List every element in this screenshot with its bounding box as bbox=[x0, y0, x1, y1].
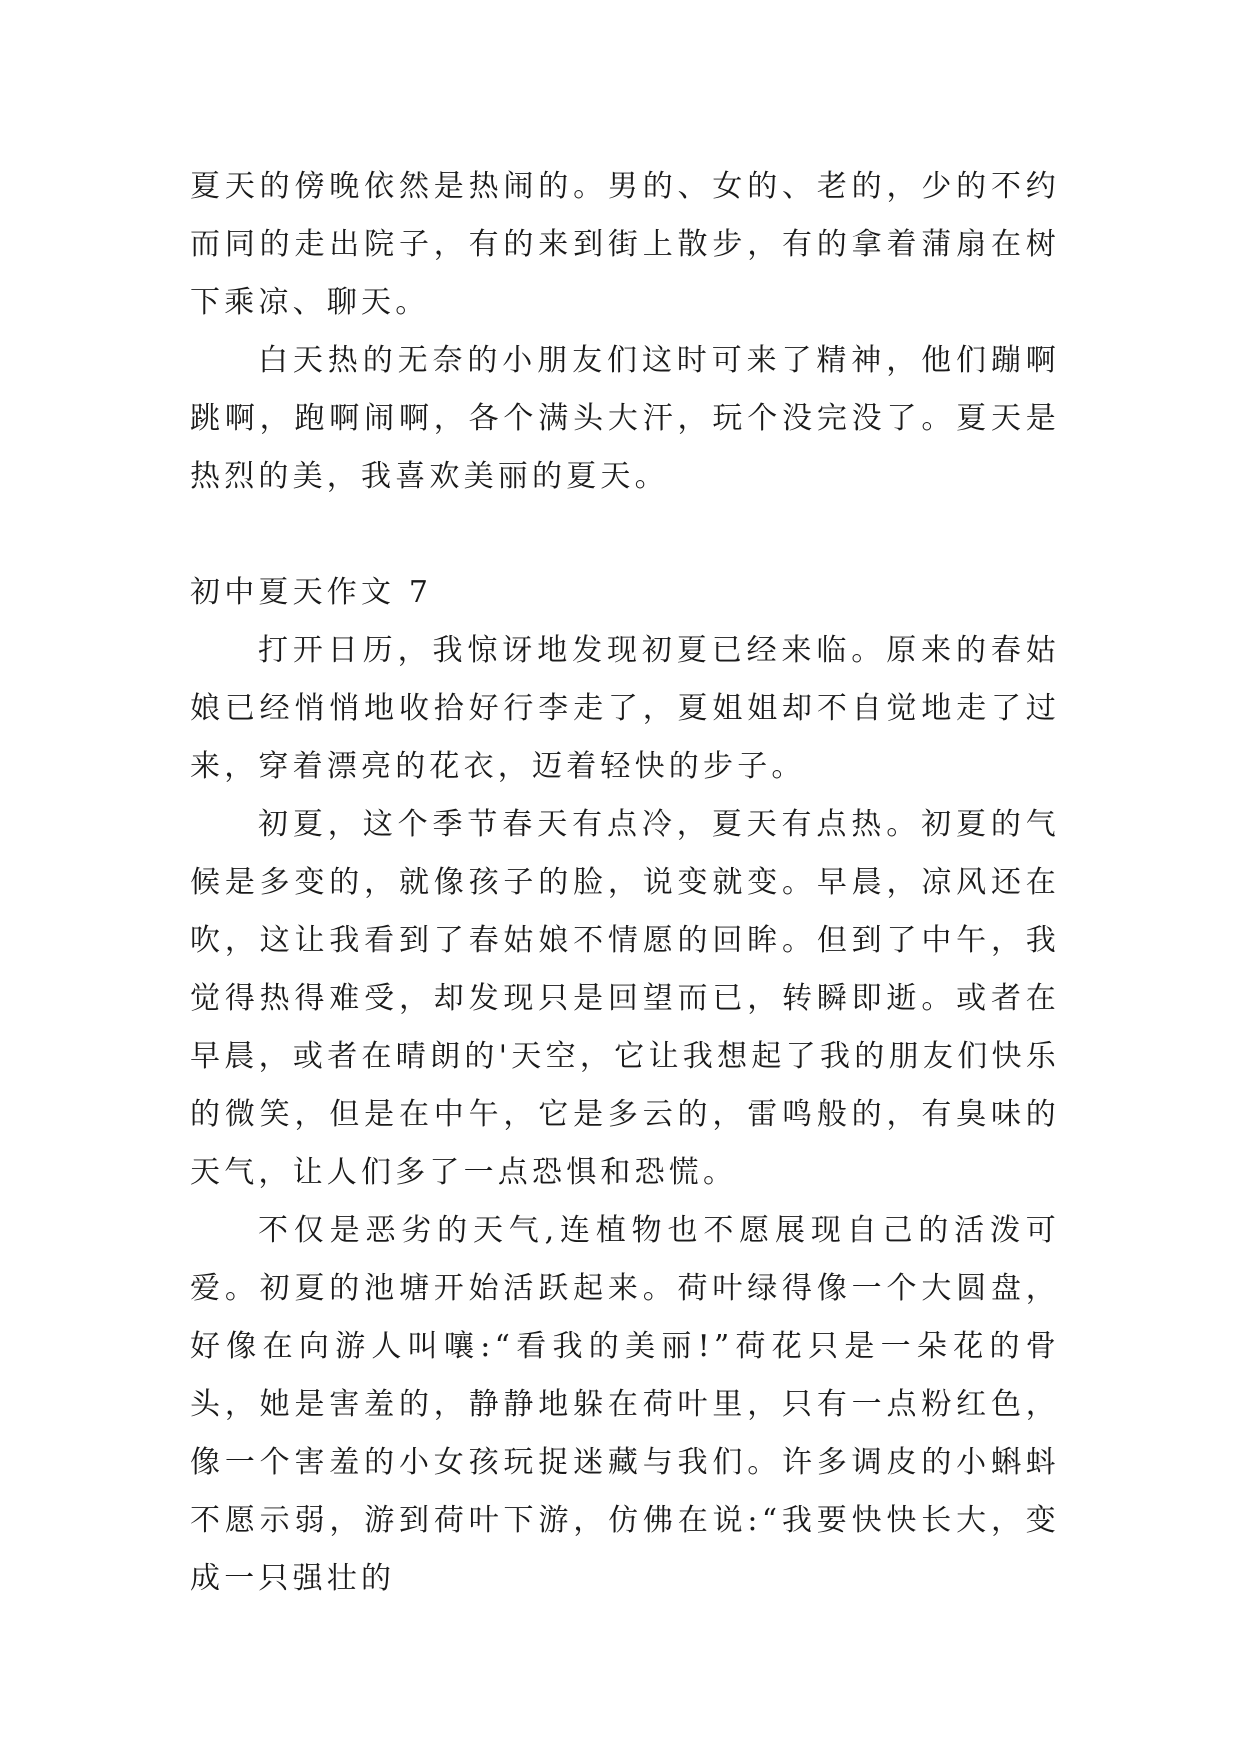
paragraph-pond: 不仅是恶劣的天气,连植物也不愿展现自己的活泼可爱。初夏的池塘开始活跃起来。荷叶绿得像一个大圆盘，好像在向游人叫嚷:“看我的美丽!”荷花只是一朵花的骨头，她是害羞的，静静地躲在荷叶里，只有一点粉红色，像一个害羞的小女孩玩捉迷藏与我们。许多调皮的小蝌蚪不愿示弱，游到荷叶下游，仿佛在说:“我要快快长大，变成一只强壮的 bbox=[190, 1213, 1060, 1596]
paragraph-early-summer: 初夏，这个季节春天有点冷，夏天有点热。初夏的气候是多变的，就像孩子的脸，说变就变。早晨，凉风还在吹，这让我看到了春姑娘不情愿的回眸。但到了中午，我觉得热得难受，却发现只是回望而已，转瞬即逝。或者在早晨，或者在晴朗的'天空，它让我想起了我的朋友们快乐的微笑，但是在中午，它是多云的，雷鸣般的，有臭味的天气，让人们多了一点恐惧和恐慌。 bbox=[190, 807, 1060, 1190]
paragraph-children: 白天热的无奈的小朋友们这时可来了精神，他们蹦啊跳啊，跑啊闹啊，各个满头大汗，玩个没完没了。夏天是热烈的美，我喜欢美丽的夏天。 bbox=[190, 343, 1060, 494]
paragraph-evening: 夏天的傍晚依然是热闹的。男的、女的、老的，少的不约而同的走出院子，有的来到街上散步，有的拿着蒲扇在树下乘凉、聊天。 bbox=[190, 169, 1060, 320]
document-body bbox=[190, 158, 1060, 1608]
section-title: 初中夏天作文 7 bbox=[190, 575, 433, 610]
paragraph-calendar: 打开日历，我惊讶地发现初夏已经来临。原来的春姑娘已经悄悄地收拾好行李走了，夏姐姐却不自觉地走了过来，穿着漂亮的花衣，迈着轻快的步子。 bbox=[190, 633, 1060, 784]
